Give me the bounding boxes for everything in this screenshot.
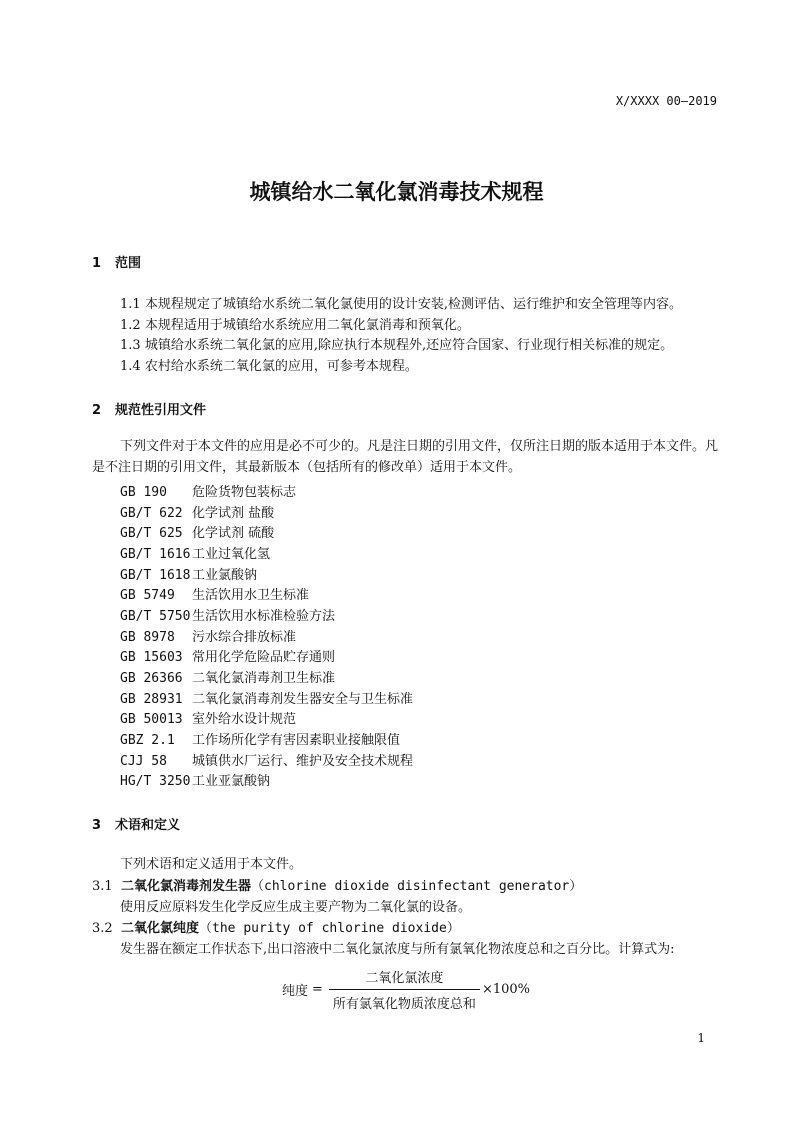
reference-row bbox=[120, 502, 274, 521]
reference-row bbox=[120, 584, 309, 603]
formula-multiplier: ×100% bbox=[481, 982, 530, 997]
term-heading bbox=[92, 875, 582, 894]
reference-title: 工业氯酸钠 bbox=[192, 568, 258, 583]
reference-row bbox=[120, 564, 257, 583]
reference-code: GBZ 2.1 bbox=[120, 733, 175, 748]
reference-code: GB 8978 bbox=[120, 630, 175, 645]
reference-code: HG/T 3250 bbox=[120, 774, 191, 789]
reference-row bbox=[120, 543, 270, 562]
reference-title: 室外给水设计规范 bbox=[192, 712, 297, 727]
reference-code: GB 28931 bbox=[120, 692, 183, 707]
section-number: 1 bbox=[92, 256, 102, 271]
item-text: 城镇给水系统二氧化氯的应用,除应执行本规程外,还应符合国家、行业现行相关标准的规定。 bbox=[144, 338, 674, 353]
term-definition: 发生器在额定工作状态下,出口溶液中二氧化氯浓度与所有氯氧化物浓度总和之百分比。计算式为: bbox=[120, 942, 675, 957]
page-title: 城镇给水二氧化氯消毒技术规程 bbox=[249, 180, 544, 204]
purity-formula bbox=[282, 967, 530, 1012]
section-heading-normative-references bbox=[92, 399, 206, 418]
section-title: 规范性引用文件 bbox=[115, 403, 207, 418]
reference-title: 工业过氧化氢 bbox=[192, 547, 271, 562]
reference-title: 二氧化氯消毒剂发生器安全与卫生标准 bbox=[192, 692, 414, 707]
reference-title: 工作场所化学有害因素职业接触限值 bbox=[192, 733, 401, 748]
reference-title: 生活饮用水卫生标准 bbox=[192, 588, 310, 603]
reference-code: GB 50013 bbox=[120, 712, 183, 727]
reference-row bbox=[120, 770, 270, 789]
term-heading bbox=[92, 917, 460, 936]
item-number: 1.4 bbox=[120, 359, 141, 374]
reference-row bbox=[120, 481, 296, 500]
reference-row bbox=[120, 750, 413, 769]
reference-code: GB/T 625 bbox=[120, 526, 183, 541]
reference-row bbox=[120, 646, 335, 665]
formula-equals: = bbox=[312, 982, 323, 997]
section-heading-terms bbox=[92, 814, 180, 833]
reference-title: 危险货物包装标志 bbox=[192, 485, 297, 500]
document-number: X/XXXX 00—2019 bbox=[615, 94, 717, 108]
reference-code: CJJ 58 bbox=[120, 754, 167, 769]
reference-code: GB/T 1618 bbox=[120, 568, 191, 583]
page-number: 1 bbox=[697, 1031, 705, 1045]
term-number: 3.2 bbox=[92, 921, 113, 936]
scope-item bbox=[120, 314, 470, 333]
section-title: 术语和定义 bbox=[115, 818, 181, 833]
term-name: 二氧化氯消毒剂发生器 bbox=[121, 879, 252, 894]
scope-item bbox=[120, 334, 673, 353]
reference-row bbox=[120, 688, 413, 707]
term-english: （chlorine dioxide disinfectant generator） bbox=[251, 879, 583, 894]
term-number: 3.1 bbox=[92, 879, 113, 894]
section-heading-scope bbox=[92, 252, 141, 271]
item-number: 1.1 bbox=[120, 297, 141, 312]
item-text: 本规程适用于城镇给水系统应用二氧化氯消毒和预氧化。 bbox=[144, 318, 470, 333]
reference-code: GB/T 5750 bbox=[120, 609, 191, 624]
term-definition: 使用反应原料发生化学反应生成主要产物为二氧化氯的设备。 bbox=[120, 900, 472, 915]
reference-title: 城镇供水厂运行、维护及安全技术规程 bbox=[192, 754, 414, 769]
reference-row bbox=[120, 626, 296, 645]
reference-row bbox=[120, 667, 335, 686]
reference-code: GB/T 622 bbox=[120, 506, 183, 521]
item-number: 1.3 bbox=[120, 338, 141, 353]
formula-lhs: 纯度 bbox=[282, 984, 309, 999]
scope-item bbox=[120, 355, 418, 374]
reference-title: 化学试剂 硫酸 bbox=[192, 526, 275, 541]
section-title: 范围 bbox=[115, 256, 142, 271]
reference-title: 化学试剂 盐酸 bbox=[192, 506, 275, 521]
reference-title: 工业亚氯酸钠 bbox=[192, 774, 271, 789]
section-number: 3 bbox=[92, 818, 102, 833]
reference-code: GB 190 bbox=[120, 485, 167, 500]
item-text: 农村给水系统二氧化氯的应用，可参考本规程。 bbox=[144, 359, 418, 374]
reference-title: 常用化学危险品贮存通则 bbox=[192, 650, 336, 665]
normative-intro-paragraph: 下列文件对于本文件的应用是必不可少的。凡是注日期的引用文件，仅所注日期的版本适用于本文件。凡是不注日期的引用文件，其最新版本（包括所有的修改单）适用于本文件。 bbox=[92, 439, 719, 475]
reference-row bbox=[120, 729, 400, 748]
formula-denominator: 所有氯氧化物质浓度总和 bbox=[332, 997, 476, 1012]
reference-row bbox=[120, 708, 296, 727]
reference-code: GB/T 1616 bbox=[120, 547, 191, 562]
scope-item bbox=[120, 293, 682, 312]
reference-row bbox=[120, 605, 335, 624]
reference-title: 生活饮用水标准检验方法 bbox=[192, 609, 336, 624]
formula-fraction bbox=[329, 967, 480, 1012]
term-name: 二氧化氯纯度 bbox=[121, 921, 200, 936]
formula-numerator: 二氧化氯浓度 bbox=[365, 971, 444, 986]
reference-code: GB 15603 bbox=[120, 650, 183, 665]
reference-row bbox=[120, 522, 274, 541]
item-number: 1.2 bbox=[120, 318, 141, 333]
reference-title: 污水综合排放标准 bbox=[192, 630, 297, 645]
reference-code: GB 5749 bbox=[120, 588, 175, 603]
term-english: （the purity of chlorine dioxide） bbox=[199, 921, 460, 936]
item-text: 本规程规定了城镇给水系统二氧化氯使用的设计安装,检测评估、运行维护和安全管理等内容。 bbox=[144, 297, 682, 312]
reference-code: GB 26366 bbox=[120, 671, 183, 686]
reference-title: 二氧化氯消毒剂卫生标准 bbox=[192, 671, 336, 686]
terms-intro: 下列术语和定义适用于本文件。 bbox=[120, 857, 303, 872]
section-number: 2 bbox=[92, 403, 102, 418]
